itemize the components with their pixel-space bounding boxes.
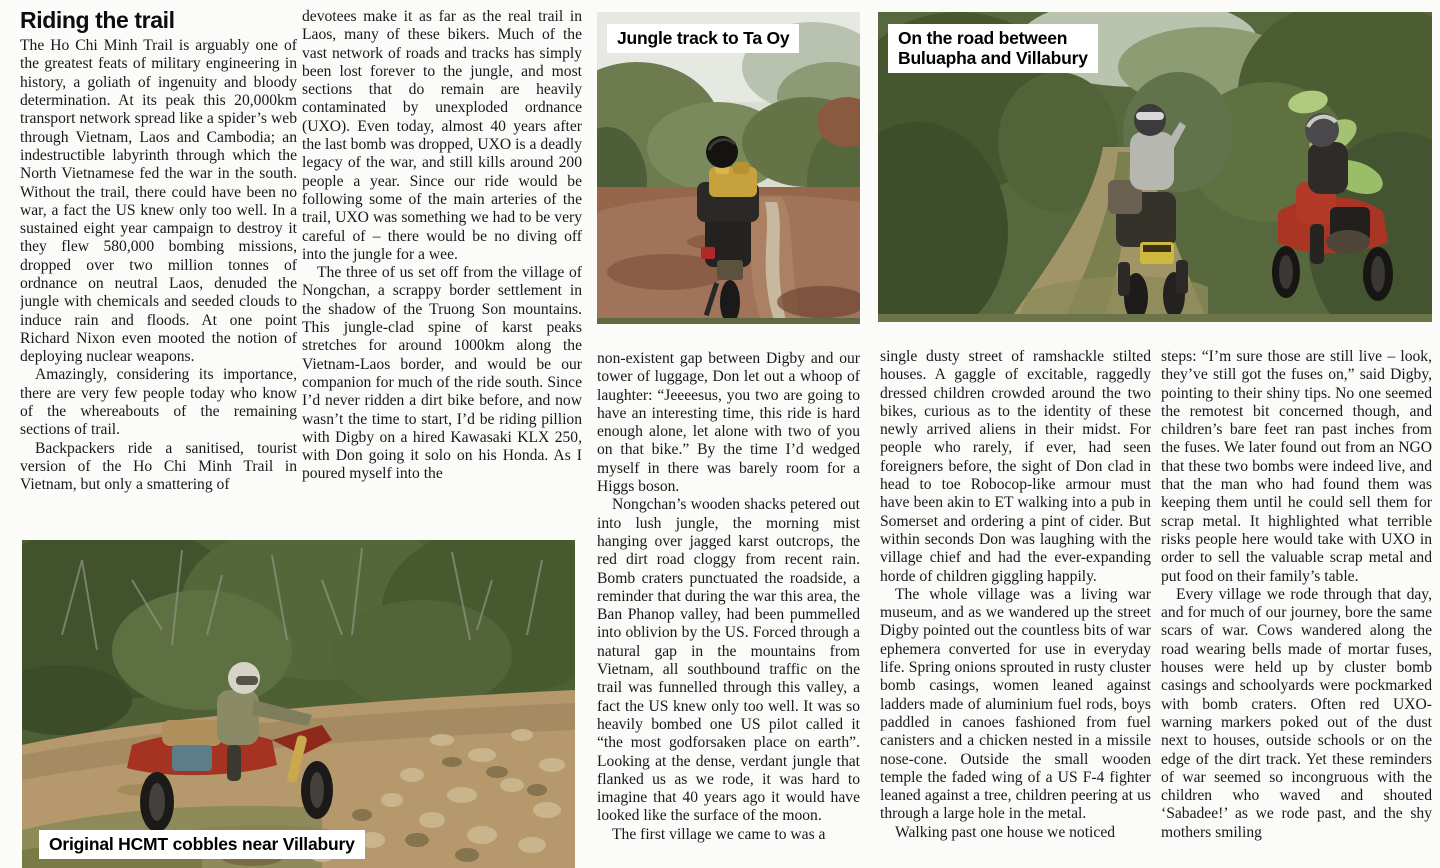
paragraph: Walking past one house we noticed [895,823,1116,841]
photo-jungle-track [597,12,860,324]
text-column-5 [1161,348,1432,868]
text-column-2 [302,8,582,532]
text-column-3 [597,350,860,868]
paragraph: non-existent gap between Digby and our tower of luggage, Don let out a whoop of laughter: “Jeeeesus, you two are going to have an interesting time, this ride is hard enough alone, let alone with two of you on that bike.” By the time I’d wedged myself in there was barely room for a Higgs boson. [597,350,860,496]
paragraph: Nongchan’s wooden shacks petered out into lush jungle, the morning mist hanging over jagged karst outcrops, the red dirt road cloggy from recent rain. Bomb craters punctuated the roadside, a reminder that during the war this area, the Ban Phanop valley, had been pummelled into oblivion by the US. Forced through a natural gap in the mountains from Vietnam, all southbound traffic on the trail was funnelled through this valley, a fact the US knew only too well. It was so heavily bombed one US pilot called it “the most godforsaken place on earth”. Looking at the dense, verdant jungle that flanked us as we rode, it was hard to imagine that 40 years ago it would have looked like the surface of the moon. [597,496,860,825]
photo-road-between [878,12,1432,322]
paragraph: The three of us set off from the village of Nongchan, a scrappy border settlement in the shadow of the Truong Son mountains. This jungle-clad spine of karst peaks stretches for around 1000km along the Vietnam-Laos border, and would be our companion for much of the ride south. Since I’d never ridden a dirt bike before, and now wasn’t the time to start, I’d be riding pillion with Digby on a hired Kawasaki KLX 250, with Don going it solo on his Honda. As I poured myself into the [302,264,582,483]
paragraph: The whole village was a living war museum, and as we wandered up the street Digby pointed out the countless bits of war ephemera converted for use in everyday life. Spring onions sprouted in rusty cluster bomb casings, women leaned against ladders made of aluminium fuel rods, boys paddled in canoes fashioned from fuel canisters and a chicken nested in a missile nose-cone. Outside the small wooden temple the faded wing of a US F-4 fighter leaned against a tree, children peering at us through a large hole in the metal. [880,585,1151,823]
paragraph: The first village we came to was a [612,825,826,843]
photo-caption-hcmt-cobbles: Original HCMT cobbles near Villabury [39,830,365,859]
photo-hcmt-cobbles [22,540,575,868]
caption-line-1: On the road between [898,28,1068,48]
photo-caption-jungle-track: Jungle track to Ta Oy [607,24,799,53]
caption-line-2: Buluapha and Villabury [898,48,1088,68]
paragraph: Amazingly, considering its importance, there are very few people today who know of the whereabouts of the remaining sections of trail. [20,366,297,439]
paragraph: devotees make it as far as the real trail in Laos, many of these bikers. Much of the vast network of roads and tracks has simply been lost forever to the jungle, and most sections that do remain are heavily contaminated by unexploded ordnance (UXO). Even today, almost 40 years after the last bomb was dropped, UXO is a deadly legacy of the war, and still kills around 200 people a year. Since our ride would be following some of the main arteries of the trail, UXO was something we had to be very careful of – there would be no diving off into the jungle for a wee. [302,8,582,263]
paragraph: The Ho Chi Minh Trail is arguably one of the greatest feats of military engineering in history, a goliath of ingenuity and bloody determination. At its peak this 20,000km transport network spread like a spider’s web through Vietnam, Laos and Cambodia; an indestructible labyrinth through which the North Vietnamese fed the war in the south. Without the trail, there could have been no war, a fact the US knew only too well. In a sustained eight year campaign to destroy it they flew 580,000 bombing missions, dropped over two million tonnes of ordnance on neutral Laos, denuded the jungle with chemicals and seeded clouds to induce rain and floods. At one point Richard Nixon even mooted the notion of deploying nuclear weapons. [20,37,297,366]
paragraph: single dusty street of ramshackle stilted houses. A gaggle of excitable, raggedly dressed children crowded around the two bikes, curious as to the identity of these newly arrived aliens in their midst. For people who rarely, if ever, had seen foreigners before, the sight of Don clad in head to toe Robocop-like armour must have been akin to ET walking into a pub in Somerset and ordering a pint of cider. But within seconds Don was laughing with the village chief and had the ever-expanding horde of children giggling happily. [880,348,1151,585]
text-column-4 [880,348,1151,868]
photo-caption-road-between [888,24,1098,73]
cobbles-photo-art [22,540,575,868]
paragraph: steps: “I’m sure those are still live – look, they’ve still got the fuses on,” said Digby, pointing to their shiny tips. No one seemed the remotest bit concerned though, and children’s bare feet ran past inches from the fuses. We later found out from an NGO that these two bombs were indeed live, and that the man who had found them was keeping them until he could sell them for scrap metal. It highlighted what terrible risks people here would take with UXO in order to sell the valuable scrap metal and put food on their family’s table. [1161,348,1432,585]
article-headline: Riding the trail [20,8,175,33]
paragraph: Every village we rode through that day, and for much of our journey, bore the same scars of war. Cows wandered along the road wearing bells made of mortar fuses, houses were held up by cluster bomb casings and schoolyards were pockmarked with bomb craters. Often red UXO-warning markers poked out of the dust next to houses, outside schools or on the edge of the dirt track. Yet these reminders of war seemed so incongruous with the children who waved and shouted ‘Sabadee!’ as we rode past, and the shy mothers smiling [1161,585,1432,841]
jungle-track-photo-art [597,12,860,324]
text-column-1 [20,8,297,532]
paragraph: Backpackers ride a sanitised, tourist version of the Ho Chi Minh Trail in Vietnam, but only a smattering of [20,439,297,494]
